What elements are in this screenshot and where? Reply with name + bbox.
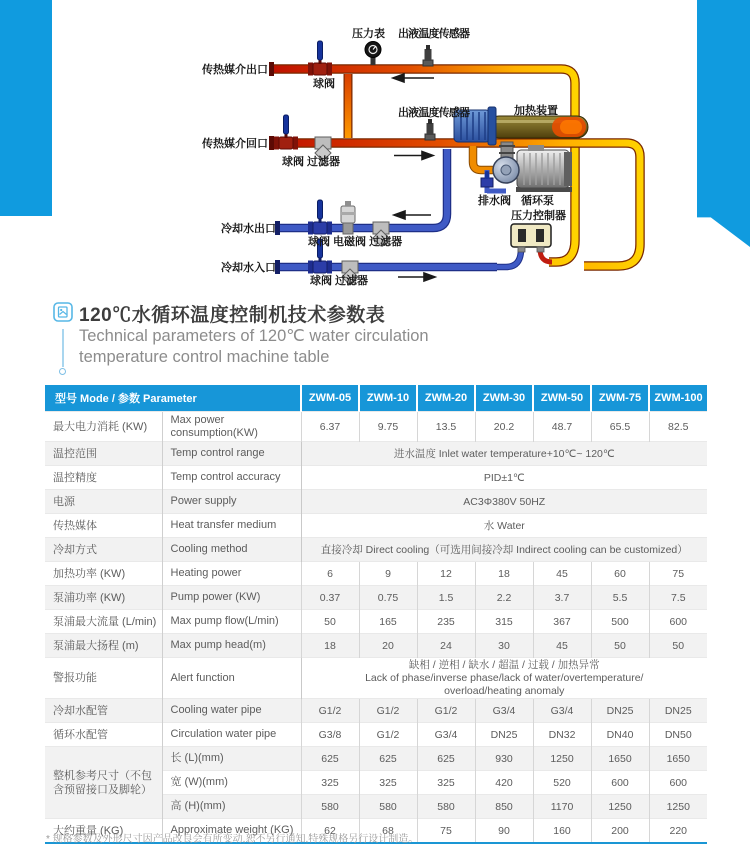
model-header: ZWM-50	[533, 385, 591, 412]
model-header: ZWM-05	[301, 385, 359, 412]
value-cell: 625	[301, 747, 359, 771]
table-row	[45, 466, 707, 490]
value-cell: 75	[649, 562, 707, 586]
value-cell: 580	[301, 795, 359, 819]
param-zh: 冷却方式	[45, 538, 162, 562]
model-header: ZWM-75	[591, 385, 649, 412]
param-zh-dimensions: 整机参考尺寸（不包含预留接口及脚轮）	[45, 747, 162, 819]
title-accent-line	[62, 329, 64, 367]
label-cooling-water-inlet: 冷却水入口	[221, 262, 276, 274]
value-cell: 520	[533, 771, 591, 795]
label-pressure-controller: 压力控制器	[511, 210, 566, 222]
model-header: ZWM-20	[417, 385, 475, 412]
value-cell: 625	[417, 747, 475, 771]
param-en: 长 (L)(mm)	[162, 747, 301, 771]
piping-diagram	[0, 0, 750, 298]
merged-value-cell: PID±1℃	[301, 466, 707, 490]
value-cell: 165	[359, 610, 417, 634]
value-cell: 0.37	[301, 586, 359, 610]
value-cell: 20	[359, 634, 417, 658]
param-zh: 冷却水配管	[45, 699, 162, 723]
param-zh: 温控范围	[45, 442, 162, 466]
flow-arrows	[393, 74, 435, 281]
value-cell: 600	[649, 610, 707, 634]
value-cell: 62	[301, 819, 359, 844]
value-cell: 9	[359, 562, 417, 586]
value-cell: DN50	[649, 723, 707, 747]
param-zh: 警报功能	[45, 658, 162, 699]
param-zh: 电源	[45, 490, 162, 514]
page-title-zh: 120℃水循环温度控制机技术参数表	[79, 305, 386, 326]
value-cell: 50	[591, 634, 649, 658]
table-row	[45, 586, 707, 610]
value-cell: G3/4	[417, 723, 475, 747]
label-heater: 加热装置	[514, 105, 558, 117]
value-cell: 82.5	[649, 412, 707, 442]
value-cell: 1250	[649, 795, 707, 819]
table-row	[45, 747, 707, 771]
value-cell: G1/2	[417, 699, 475, 723]
page-title-en	[79, 326, 679, 368]
value-cell: 200	[591, 819, 649, 844]
param-en: Heating power	[162, 562, 301, 586]
value-cell: G1/2	[359, 699, 417, 723]
value-cell: 13.5	[417, 412, 475, 442]
merged-value-cell: 直接冷却 Direct cooling（可选用间接冷却 Indirect cooling can be customized）	[301, 538, 707, 562]
spec-table	[45, 385, 707, 844]
value-cell: 2.2	[475, 586, 533, 610]
value-cell: DN25	[591, 699, 649, 723]
solenoid-valve-glyph	[341, 201, 355, 234]
value-cell: 65.5	[591, 412, 649, 442]
label-valve-solenoid-filter: 球阀 电磁阀 过滤器	[308, 236, 403, 248]
value-cell: 1250	[591, 795, 649, 819]
label-outlet-temp-sensor-mid: 出液温度传感器	[398, 107, 470, 119]
pressure-controller-unit	[511, 224, 551, 252]
table-row	[45, 610, 707, 634]
value-cell: 625	[359, 747, 417, 771]
value-cell: 1250	[533, 747, 591, 771]
param-en: Max pump head(m)	[162, 634, 301, 658]
value-cell: 7.5	[649, 586, 707, 610]
table-row	[45, 490, 707, 514]
param-en: Power supply	[162, 490, 301, 514]
label-circulation-pump: 循环泵	[521, 195, 554, 207]
param-en: 高 (H)(mm)	[162, 795, 301, 819]
value-cell: 500	[591, 610, 649, 634]
value-cell: 1650	[591, 747, 649, 771]
value-cell: 1170	[533, 795, 591, 819]
alert-line: Lack of phase/inverse phase/lack of water/overtemperature/	[365, 671, 644, 684]
label-heat-medium-outlet: 传热媒介出口	[202, 64, 268, 76]
value-cell: 325	[359, 771, 417, 795]
param-zh: 泵浦最大扬程 (m)	[45, 634, 162, 658]
table-row	[45, 562, 707, 586]
footnote: * 规格参数及外形尺寸因产品改良会有所变动,恕不另行通知,特殊规格另行设计制造。	[46, 834, 419, 845]
param-en: Temp control range	[162, 442, 301, 466]
alert-line: overload/heating anomaly	[444, 684, 565, 697]
label-cooling-water-outlet: 冷却水出口	[221, 223, 276, 235]
param-zh: 加热功率 (KW)	[45, 562, 162, 586]
document-icon	[53, 302, 73, 322]
value-cell: 45	[533, 562, 591, 586]
value-cell: 325	[417, 771, 475, 795]
model-header: ZWM-30	[475, 385, 533, 412]
circulation-pump	[493, 142, 572, 192]
value-cell: G3/8	[301, 723, 359, 747]
value-cell: 3.7	[533, 586, 591, 610]
title-accent-dot	[59, 368, 66, 375]
param-en: Cooling water pipe	[162, 699, 301, 723]
label-drain-valve: 排水阀	[478, 195, 511, 207]
value-cell: 420	[475, 771, 533, 795]
label-ball-valve-top: 球阀	[313, 78, 335, 90]
value-cell: 12	[417, 562, 475, 586]
label-outlet-temp-sensor-top: 出液温度传感器	[398, 28, 470, 40]
table-row	[45, 514, 707, 538]
table-row	[45, 723, 707, 747]
value-cell: DN40	[591, 723, 649, 747]
value-cell: 5.5	[591, 586, 649, 610]
value-cell: G1/2	[359, 723, 417, 747]
value-cell: 160	[533, 819, 591, 844]
value-cell: G3/4	[533, 699, 591, 723]
param-zh: 传热媒体	[45, 514, 162, 538]
value-cell: 325	[301, 771, 359, 795]
param-en: 宽 (W)(mm)	[162, 771, 301, 795]
page-title-en-line1: Technical parameters of 120℃ water circulation	[79, 327, 429, 345]
table-row	[45, 442, 707, 466]
merged-value-cell	[301, 658, 707, 699]
merged-value-cell: 进水温度 Inlet water temperature+10℃~ 120℃	[301, 442, 707, 466]
value-cell: 30	[475, 634, 533, 658]
param-en: Pump power (KW)	[162, 586, 301, 610]
value-cell: 6	[301, 562, 359, 586]
value-cell: 68	[359, 819, 417, 844]
value-cell: 367	[533, 610, 591, 634]
param-header-cell: 型号 Mode / 参数 Parameter	[45, 385, 301, 412]
temp-sensor-glyphs	[423, 45, 435, 140]
value-cell: G3/4	[475, 699, 533, 723]
param-en: Heat transfer medium	[162, 514, 301, 538]
value-cell: 24	[417, 634, 475, 658]
param-en: Alert function	[162, 658, 301, 699]
value-cell: 930	[475, 747, 533, 771]
param-en: Cooling method	[162, 538, 301, 562]
table-row	[45, 658, 707, 699]
value-cell: 850	[475, 795, 533, 819]
param-en: Circulation water pipe	[162, 723, 301, 747]
param-zh: 泵浦功率 (KW)	[45, 586, 162, 610]
param-en: Temp control accuracy	[162, 466, 301, 490]
param-zh: 温控精度	[45, 466, 162, 490]
param-en: Max power consumption(KW)	[162, 412, 301, 442]
model-header: ZWM-10	[359, 385, 417, 412]
model-header: ZWM-100	[649, 385, 707, 412]
param-zh: 最大电力消耗 (KW)	[45, 412, 162, 442]
value-cell: 18	[301, 634, 359, 658]
page-title-en-line2: temperature control machine table	[79, 348, 330, 366]
merged-value-cell: 水 Water	[301, 514, 707, 538]
value-cell: G1/2	[301, 699, 359, 723]
table-row	[45, 538, 707, 562]
value-cell: DN32	[533, 723, 591, 747]
label-heat-medium-return: 传热媒介回口	[202, 138, 268, 150]
value-cell: 0.75	[359, 586, 417, 610]
value-cell: 6.37	[301, 412, 359, 442]
table-row	[45, 699, 707, 723]
alert-line: 缺相 / 逆相 / 缺水 / 超温 / 过载 / 加热异常	[408, 658, 600, 671]
value-cell: 220	[649, 819, 707, 844]
value-cell: 48.7	[533, 412, 591, 442]
value-cell: 1.5	[417, 586, 475, 610]
value-cell: DN25	[649, 699, 707, 723]
value-cell: 600	[649, 771, 707, 795]
label-ball-valve-filter-return: 球阀 过滤器	[282, 156, 341, 168]
value-cell: 45	[533, 634, 591, 658]
pressure-gauge-glyph	[365, 42, 381, 66]
table-header-row	[45, 385, 707, 412]
label-ball-valve-filter-inlet: 球阀 过滤器	[310, 275, 369, 287]
label-pressure-gauge: 压力表	[352, 28, 385, 40]
param-en: Max pump flow(L/min)	[162, 610, 301, 634]
value-cell: 18	[475, 562, 533, 586]
param-zh: 泵浦最大流量 (L/min)	[45, 610, 162, 634]
value-cell: 600	[591, 771, 649, 795]
table-row	[45, 634, 707, 658]
value-cell: 315	[475, 610, 533, 634]
value-cell: 50	[649, 634, 707, 658]
param-zh: 大约重量 (KG)	[45, 819, 162, 844]
value-cell: 9.75	[359, 412, 417, 442]
value-cell: 90	[475, 819, 533, 844]
param-en: Approximate weight (KG)	[162, 819, 301, 844]
table-row	[45, 412, 707, 442]
value-cell: 580	[417, 795, 475, 819]
value-cell: DN25	[475, 723, 533, 747]
merged-value-cell: AC3Φ380V 50HZ	[301, 490, 707, 514]
value-cell: 20.2	[475, 412, 533, 442]
value-cell: 235	[417, 610, 475, 634]
value-cell: 75	[417, 819, 475, 844]
value-cell: 1650	[649, 747, 707, 771]
param-zh: 循环水配管	[45, 723, 162, 747]
value-cell: 580	[359, 795, 417, 819]
value-cell: 60	[591, 562, 649, 586]
value-cell: 50	[301, 610, 359, 634]
